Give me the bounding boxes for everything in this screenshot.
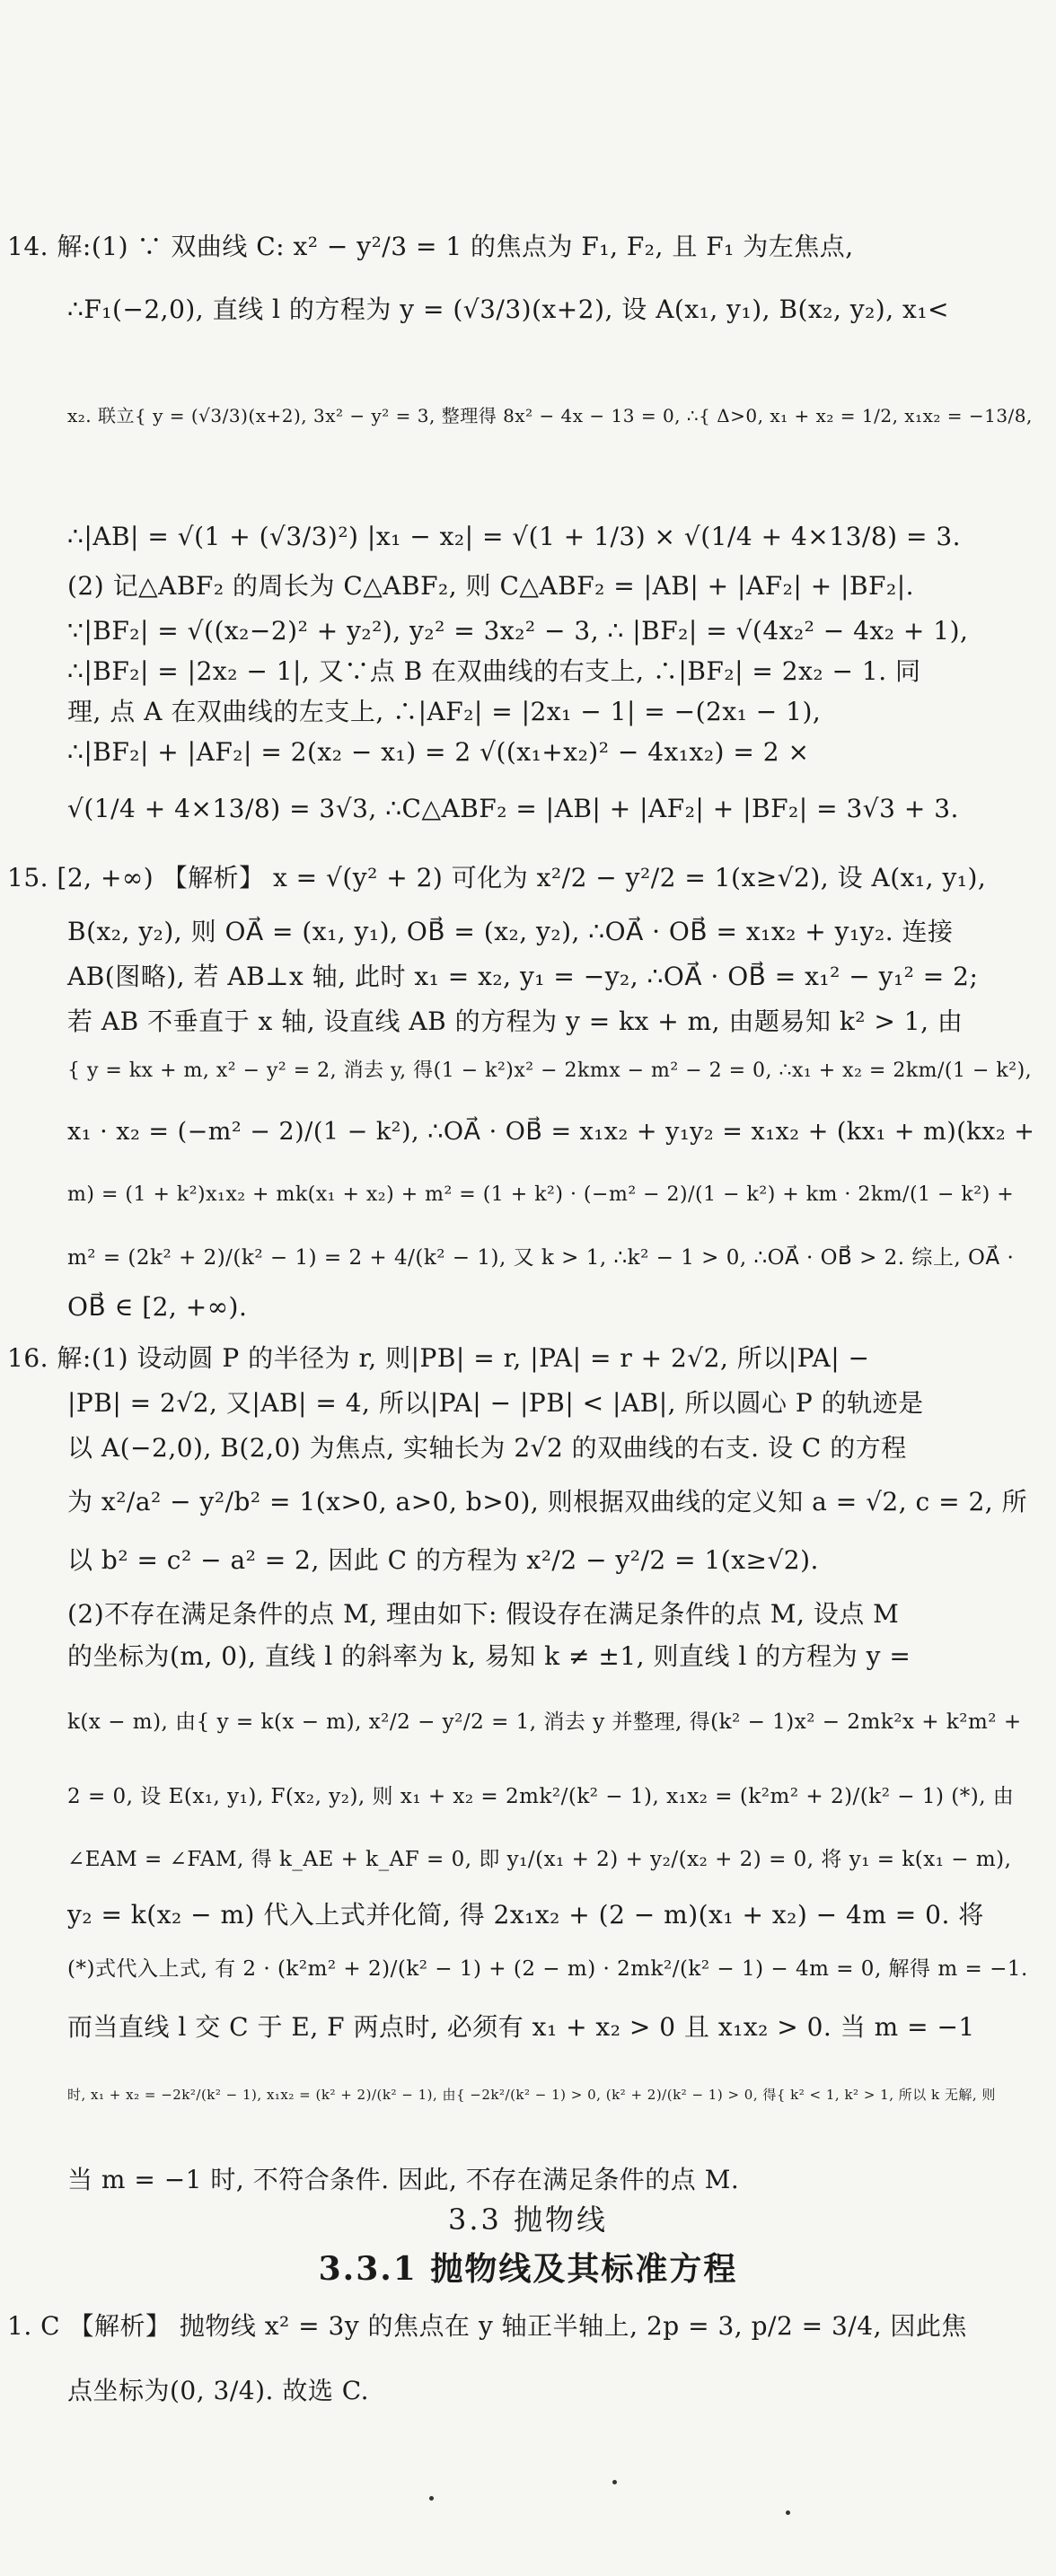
problem-16-line: 时, x₁ + x₂ = −2k²/(k² − 1), x₁x₂ = (k² + 2)/(k² − 1), 由{ −2k²/(k² − 1) > 0, (k² + 2)/(k² − 1) > 0, 得{ k² < 1, k² > 1, 所以 k 无解, 则 (67, 2087, 996, 2103)
problem-14-line: (2) 记△ABF₂ 的周长为 C△ABF₂, 则 C△ABF₂ = |AB| + |AF₂| + |BF₂|. (67, 571, 915, 601)
problem-15-line: B(x₂, y₂), 则 OA⃗ = (x₁, y₁), OB⃗ = (x₂, y₂), ∴OA⃗ · OB⃗ = x₁x₂ + y₁y₂. 连接 (67, 917, 954, 946)
scan-speck (786, 2510, 790, 2515)
problem-1-line: 点坐标为(0, 3/4). 故选 C. (67, 2376, 370, 2405)
problem-16-line: (2)不存在满足条件的点 M, 理由如下: 假设存在满足条件的点 M, 设点 M (67, 1599, 900, 1629)
problem-16-line: 以 A(−2,0), B(2,0) 为焦点, 实轴长为 2√2 的双曲线的右支. 设 C 的方程 (67, 1433, 907, 1463)
problem-14-line: ∵|BF₂| = √((x₂−2)² + y₂²), y₂² = 3x₂² − 3, ∴ |BF₂| = √(4x₂² − 4x₂ + 1), (67, 616, 969, 646)
problem-15-line: OB⃗ ∈ [2, +∞). (67, 1292, 248, 1322)
problem-16-line: (*)式代入上式, 有 2 · (k²m² + 2)/(k² − 1) + (2 − m) · 2mk²/(k² − 1) − 4m = 0, 解得 m = −1. (67, 1957, 1028, 1981)
problem-14-line: ∴|BF₂| + |AF₂| = 2(x₂ − x₁) = 2 √((x₁+x₂)² − 4x₁x₂) = 2 × (67, 737, 810, 767)
problem-16-line: 的坐标为(m, 0), 直线 l 的斜率为 k, 易知 k ≠ ±1, 则直线 l 的方程为 y = (67, 1641, 911, 1671)
problem-14-line: 14. 解:(1) ∵ 双曲线 C: x² − y²/3 = 1 的焦点为 F₁, F₂, 且 F₁ 为左焦点, (7, 232, 854, 261)
problem-1-line: 1. C 【解析】 抛物线 x² = 3y 的焦点在 y 轴正半轴上, 2p = 3, p/2 = 3/4, 因此焦 (7, 2311, 967, 2341)
problem-16-line: 以 b² = c² − a² = 2, 因此 C 的方程为 x²/2 − y²/2 = 1(x≥√2). (67, 1545, 819, 1575)
problem-15-line: m² = (2k² + 2)/(k² − 1) = 2 + 4/(k² − 1), 又 k > 1, ∴k² − 1 > 0, ∴OA⃗ · OB⃗ > 2. 综上, OA⃗ · (67, 1246, 1015, 1270)
problem-15-line: 15. [2, +∞) 【解析】 x = √(y² + 2) 可化为 x²/2 − y²/2 = 1(x≥√2), 设 A(x₁, y₁), (7, 863, 987, 892)
problem-14-line: ∴|BF₂| = |2x₂ − 1|, 又∵点 B 在双曲线的右支上, ∴|BF₂| = 2x₂ − 1. 同 (67, 656, 921, 686)
subsection-heading: 3.3.1 抛物线及其标准方程 (318, 2250, 738, 2288)
problem-16-line: 2 = 0, 设 E(x₁, y₁), F(x₂, y₂), 则 x₁ + x₂ = 2mk²/(k² − 1), x₁x₂ = (k²m² + 2)/(k² − 1) (*), 由 (67, 1785, 1015, 1808)
problem-16-line: ∠EAM = ∠FAM, 得 k_AE + k_AF = 0, 即 y₁/(x₁ + 2) + y₂/(x₂ + 2) = 0, 将 y₁ = k(x₁ − m), (67, 1848, 1012, 1871)
problem-14-line: ∴F₁(−2,0), 直线 l 的方程为 y = (√3/3)(x+2), 设 A(x₁, y₁), B(x₂, y₂), x₁< (67, 295, 949, 324)
problem-16-line: k(x − m), 由{ y = k(x − m), x²/2 − y²/2 = 1, 消去 y 并整理, 得(k² − 1)x² − 2mk²x + k²m² + (67, 1710, 1022, 1734)
problem-15-line: 若 AB 不垂直于 x 轴, 设直线 AB 的方程为 y = kx + m, 由题易知 k² > 1, 由 (67, 1007, 964, 1036)
problem-15-line: m) = (1 + k²)x₁x₂ + mk(x₁ + x₂) + m² = (1 + k²) · (−m² − 2)/(1 − k²) + km · 2km/(1 − k²) + (67, 1183, 1015, 1206)
section-heading: 3.3 抛物线 (447, 2202, 609, 2237)
problem-14-line: 理, 点 A 在双曲线的左支上, ∴|AF₂| = |2x₁ − 1| = −(2x₁ − 1), (67, 697, 822, 726)
problem-16-line: 当 m = −1 时, 不符合条件. 因此, 不存在满足条件的点 M. (67, 2165, 740, 2194)
problem-14-line: x₂. 联立{ y = (√3/3)(x+2), 3x² − y² = 3, 整理得 8x² − 4x − 13 = 0, ∴{ Δ>0, x₁ + x₂ = 1/2, x₁x₂ = −13/8, (67, 405, 1033, 426)
scan-speck (429, 2496, 434, 2501)
problem-16-line: |PB| = 2√2, 又|AB| = 4, 所以|PA| − |PB| < |AB|, 所以圆心 P 的轨迹是 (67, 1388, 924, 1418)
problem-14-line: √(1/4 + 4×13/8) = 3√3, ∴C△ABF₂ = |AB| + |AF₂| + |BF₂| = 3√3 + 3. (67, 794, 959, 823)
scan-speck (612, 2480, 617, 2484)
problem-16-line: 16. 解:(1) 设动圆 P 的半径为 r, 则|PB| = r, |PA| = r + 2√2, 所以|PA| − (7, 1343, 870, 1373)
problem-14-line: ∴|AB| = √(1 + (√3/3)²) |x₁ − x₂| = √(1 + 1/3) × √(1/4 + 4×13/8) = 3. (67, 522, 962, 551)
problem-16-line: 而当直线 l 交 C 于 E, F 两点时, 必须有 x₁ + x₂ > 0 且 x₁x₂ > 0. 当 m = −1 (67, 2012, 975, 2042)
problem-16-line: 为 x²/a² − y²/b² = 1(x>0, a>0, b>0), 则根据双曲线的定义知 a = √2, c = 2, 所 (67, 1487, 1028, 1517)
problem-15-line: AB(图略), 若 AB⊥x 轴, 此时 x₁ = x₂, y₁ = −y₂, ∴OA⃗ · OB⃗ = x₁² − y₁² = 2; (67, 962, 979, 991)
problem-15-line: x₁ · x₂ = (−m² − 2)/(1 − k²), ∴OA⃗ · OB⃗ = x₁x₂ + y₁y₂ = x₁x₂ + (kx₁ + m)(kx₂ + (67, 1118, 1035, 1146)
problem-15-line: { y = kx + m, x² − y² = 2, 消去 y, 得(1 − k²)x² − 2kmx − m² − 2 = 0, ∴x₁ + x₂ = 2km/(1 − k²), (67, 1059, 1033, 1082)
problem-16-line: y₂ = k(x₂ − m) 代入上式并化简, 得 2x₁x₂ + (2 − m)(x₁ + x₂) − 4m = 0. 将 (67, 1900, 984, 1930)
